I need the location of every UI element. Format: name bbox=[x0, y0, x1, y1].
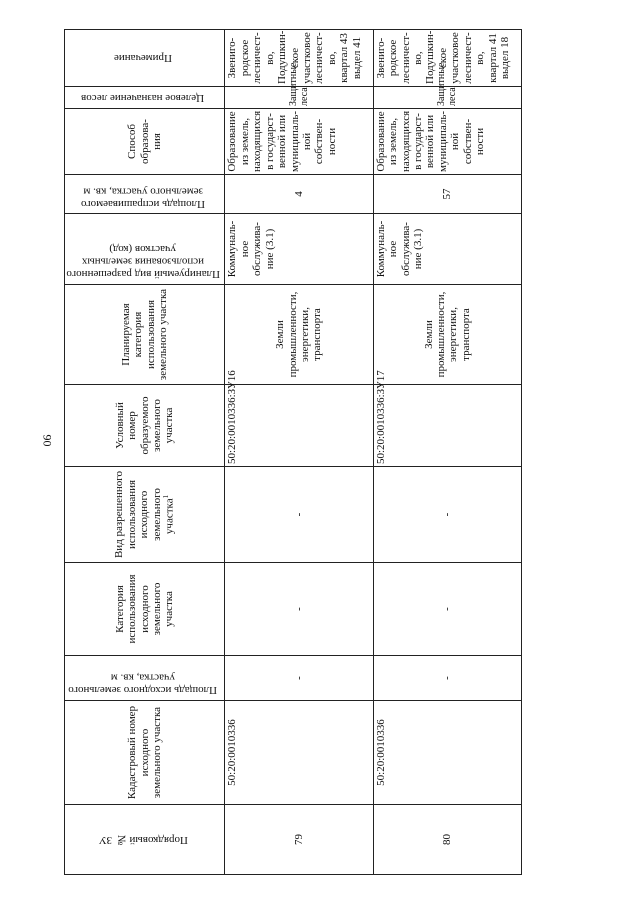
cell-cadastral-number: 50:20:0010336 bbox=[225, 701, 373, 805]
cell-formation-method: Образование из земель, находящихся в государст-венной или муниципаль-ной собствен-ности bbox=[225, 109, 373, 175]
header-formation-method: Способ образова-ния bbox=[65, 109, 225, 175]
cell-planned-permitted-use: Коммуналь-ное обслужива-ние (3.1) bbox=[373, 214, 521, 285]
cell-formation-method: Образование из земель, находящихся в государст-венной или муниципаль-ной собствен-ности bbox=[373, 109, 521, 175]
cell-planned-category: Земли промышленности, энергетики, транспорта bbox=[373, 285, 521, 385]
header-conditional-number: Условный номер образуемого земельного участка bbox=[65, 385, 225, 467]
table-row bbox=[373, 30, 521, 875]
land-plot-table-sheet bbox=[64, 30, 522, 875]
header-planned-permitted-use: Планируемый вид разрешенного использования земельных участков (код) bbox=[65, 214, 225, 285]
cell-source-permitted-use: - bbox=[225, 467, 373, 563]
header-cadastral-number: Кадастровый номер исходного земельного участка bbox=[65, 701, 225, 805]
cell-requested-area: 4 bbox=[225, 175, 373, 214]
cell-requested-area: 57 bbox=[373, 175, 521, 214]
header-source-category: Категория использования исходного земельного участка bbox=[65, 563, 225, 656]
header-planned-category: Планируемая категория использования земельного участка bbox=[65, 285, 225, 385]
cell-note: Звениго-родское лесничест-во, Подушкин-ское участковое лесничест-во, квартал 41 выдел 18 bbox=[373, 30, 521, 87]
cell-planned-permitted-use: Коммуналь-ное обслужива-ние (3.1) bbox=[225, 214, 373, 285]
cell-source-category: - bbox=[373, 563, 521, 656]
header-source-area: Площадь исходного земельного участка, кв. м bbox=[65, 656, 225, 701]
land-plot-table bbox=[64, 29, 522, 875]
cell-note: Звениго-родское лесничест-во, Подушкин-ское участковое лесничест-во, квартал 43 выдел 41 bbox=[225, 30, 373, 87]
cell-planned-category: Земли промышленности, энергетики, транспорта bbox=[225, 285, 373, 385]
cell-seq: 79 bbox=[225, 805, 373, 875]
cell-source-permitted-use: - bbox=[373, 467, 521, 563]
header-requested-area: Площадь испрашиваемого земельного участка, кв. м bbox=[65, 175, 225, 214]
cell-forest-purpose: Защитные леса bbox=[225, 87, 373, 109]
cell-conditional-number: 50:20:0010336:ЗУ17 bbox=[373, 385, 521, 467]
cell-seq: 80 bbox=[373, 805, 521, 875]
cell-conditional-number: 50:20:0010336:ЗУ16 bbox=[225, 385, 373, 467]
table-header-row bbox=[65, 30, 225, 875]
page-number: 90 bbox=[40, 434, 55, 447]
cell-source-area: - bbox=[373, 656, 521, 701]
header-forest-purpose: Целевое назначение лесов bbox=[65, 87, 225, 109]
header-source-permitted-use: Вид разрешенного использования исходного земельного участка$^1$ bbox=[65, 467, 225, 563]
table-row bbox=[225, 30, 373, 875]
header-note: Примечание bbox=[65, 30, 225, 87]
cell-source-category: - bbox=[225, 563, 373, 656]
header-seq: Порядковый № ЗУ bbox=[65, 805, 225, 875]
cell-forest-purpose: Защитные леса bbox=[373, 87, 521, 109]
cell-cadastral-number: 50:20:0010336 bbox=[373, 701, 521, 805]
cell-source-area: - bbox=[225, 656, 373, 701]
